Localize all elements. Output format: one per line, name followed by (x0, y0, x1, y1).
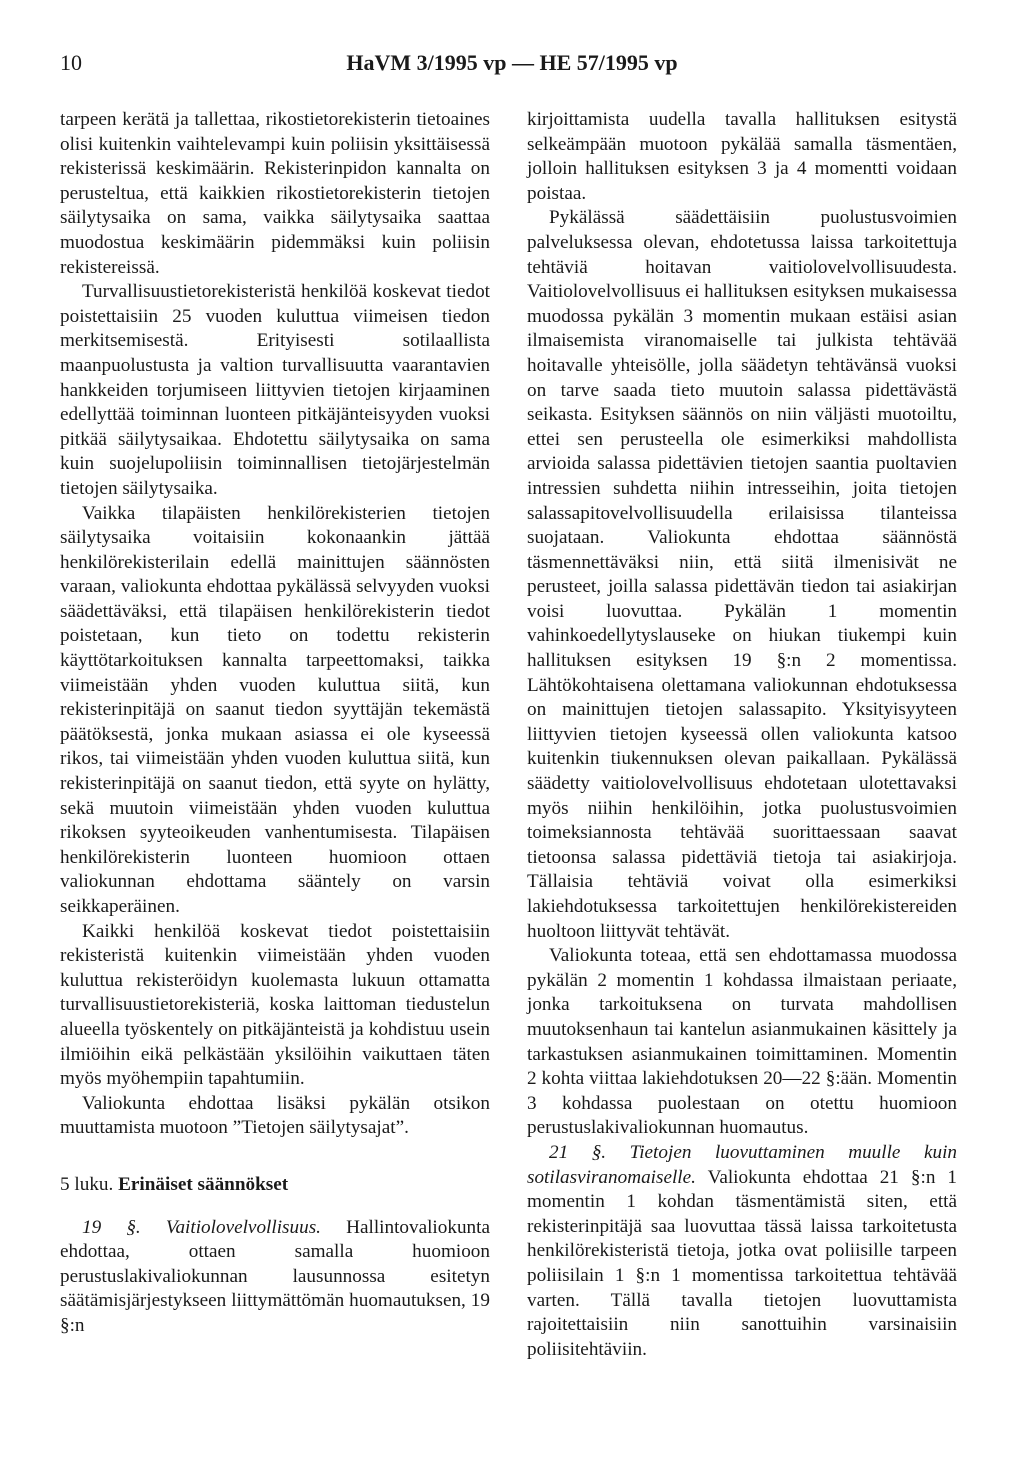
left-column (60, 108, 490, 1339)
section-lead: 19 §. Vaitiolovelvollisuus. (82, 1216, 321, 1238)
paragraph: Vaikka tilapäisten henkilörekisterien tietojen säilytysaika voitaisiin kokonaankin jättää henkilörekisterilain edellä mainittujen säännösten varaan, valiokunta ehdottaa pykälässä selvyyden vuoksi säädettäväksi, että tilapäisen henkilörekisterin tiedot poistetaan, kun tieto on todettu rekisterin käyttötarkoituksen kannalta tarpeettomaksi, taikka viimeistään yhden vuoden kuluttua siitä, kun rekisterinpitäjä on saanut tiedon syyttäjän tekemästä päätöksestä, jonka mukaan asiassa ei ole kyseessä rikos, tai viimeistään yhden vuoden kuluttua siitä, kun rekisterinpitäjä on saanut tiedon, että syyte on hylätty, sekä muutoin viimeistään yhden vuoden kuluttua rikoksen syyteoikeuden vanhentumisesta. Tilapäisen henkilörekisterin luonteen huomioon ottaen valiokunnan ehdottama sääntely on varsin seikkaperäinen. (60, 502, 490, 917)
section-paragraph (60, 1216, 490, 1339)
right-column (527, 108, 957, 1362)
paragraph: tarpeen kerätä ja tallettaa, rikostietorekisterin tietoaines olisi kuitenkin vaihtelevampi kuin poliisin yksittäisessä rekisterissä keskimäärin. Rekisterinpidon kannalta on perusteltua, että kaikkien rikostietorekisterin tietojen säilytysaika on sama, vaikka säilytysaika saattaa muodostua keskimäärin pidemmäksi kuin poliisin rekistereissä. (60, 109, 490, 278)
paragraph: Valiokunta toteaa, että sen ehdottamassa muodossa pykälän 2 momentin 1 kohdassa ilmaistaan periaate, jonka tarkoituksena on turvata mahdollisen muutoksenhaun tai kantelun asianmukainen käsittely ja tarkastuksen asianmukainen toimittaminen. Momentin 2 kohta viittaa lakiehdotuksen 20—22 §:ään. Momentin 3 kohdassa puolestaan on otettu huomioon perustuslakivaliokunnan huomautus. (527, 945, 957, 1139)
section-paragraph (527, 1141, 957, 1362)
section-text: Hallintovaliokunta ehdottaa, ottaen samalla huomioon perustuslakivaliokunnan lausunnossa esitetyn säätämisjärjestykseen liittymättömän huomautuksen, 19 §:n (60, 1216, 490, 1336)
paragraph: Valiokunta ehdottaa lisäksi pykälän otsikon muuttamista muotoon ”Tietojen säilytysajat”. (60, 1092, 490, 1139)
chapter-number: 5 luku. (60, 1173, 114, 1195)
chapter-title: Erinäiset säännökset (118, 1173, 289, 1195)
section-lead: 21 §. Tietojen luovuttaminen muulle kuin sotilasviranomaiselle. (527, 1141, 957, 1188)
page-number: 10 (60, 50, 82, 75)
paragraph: kirjoittamista uudella tavalla hallituksen esitystä selkeämpään muotoon pykälää samalla täsmentäen, jolloin hallituksen esityksen 3 ja 4 momentti voidaan poistaa. (527, 109, 957, 204)
running-header: HaVM 3/1995 vp — HE 57/1995 vp (346, 50, 678, 75)
paragraph: Pykälässä säädettäisiin puolustusvoimien palveluksessa olevan, ehdotetussa laissa tarkoitettuja tehtäviä hoitavan vaitiolovelvollisuudesta. Vaitiolovelvollisuus ei hallituksen esityksen mukaisessa muodossa pykälän 3 momentin mukaan estäisi asian ilmaisemista viranomaiselle tai julkista tehtävää hoitavalle yhteisölle, jolla säädetyn tehtävänsä vuoksi on tarve saada tieto muutoin salassa pidettävästä seikasta. Esityksen säännös on niin väljästi muotoiltu, ettei sen perusteella ole esimerkiksi mahdollista arvioida salassa pidettävien tietojen saantia puoltavien intressien suhdetta niihin intresseihin, joita tietojen salassapitovelvollisuudella erilaisissa tilanteissa suojataan. Valiokunta ehdottaa säännöstä täsmennettäväksi niin, että siitä ilmenisivät ne perusteet, joilla salassa pidettävän tiedon tai asiakirjan voisi luovuttaa. Pykälän 1 momentin vahinkoedellytyslauseke on hiukan tiukempi kuin hallituksen esityksen 19 §:n 2 momentissa. Lähtökohtaisena olettamana valiokunnan ehdotuksessa on mainittujen tietojen salassapito. Yksityisyyteen liittyvien tietojen kyseessä ollen valiokunta katsoo kuitenkin tiukennuksen olevan paikallaan. Pykälässä säädetty vaitiolovelvollisuus ehdotetaan ulotettavaksi myös niihin henkilöihin, jotka puolustusvoimien toimeksiannosta tehtävää suorittaessaan saavat tietoonsa salassa pidettäviä tietoja tai asiakirjoja. Tällaisia tehtäviä voivat olla esimerkiksi lakiehdotuksessa tarkoitettujen henkilörekistereiden huoltoon liittyvät tehtävät. (527, 207, 957, 942)
paragraph: Kaikki henkilöä koskevat tiedot poistettaisiin rekisteristä kuitenkin viimeistään yhden vuoden kuluttua rekisteröidyn kuolemasta lukuun ottamatta turvallisuustietorekisteriä, koska laittoman tiedustelun alueella työskentely on pitkäjänteistä ja kohdistuu usein ilmiöihin eikä pelkästään yksilöihin vaikuttaen täten myös myöhempiin tapahtumiin. (60, 920, 490, 1090)
paragraph: Turvallisuustietorekisteristä henkilöä koskevat tiedot poistettaisiin 25 vuoden kuluttua viimeisen tiedon merkitsemisestä. Erityisesti sotilaallista maanpuolustusta ja valtion turvallisuutta vaarantavien hankkeiden torjumiseen liittyvien tietojen kirjaaminen edellyttää toiminnan luonteen pitkäjänteisyyden vuoksi pitkää säilytysaikaa. Ehdotettu säilytysaika on sama kuin suojelupoliisin toiminnallisen tietojärjestelmän tietojen säilytysaika. (60, 281, 490, 499)
section-text: Valiokunta ehdottaa 21 §:n 1 momentin 1 kohdan täsmentämistä siten, että rekisterinpitäjä saa luovuttaa tässä laissa tarkoitetusta henkilörekisteristä tietoja, jotka ovat poliisille tarpeen poliisilain 1 §:n 1 momentissa tarkoitettua tehtävää varten. Tällä tavalla tietojen luovuttamista rajoitettaisiin niin sanottuihin varsinaisiin poliisitehtäviin. (527, 1166, 958, 1360)
chapter-heading (60, 1173, 490, 1198)
